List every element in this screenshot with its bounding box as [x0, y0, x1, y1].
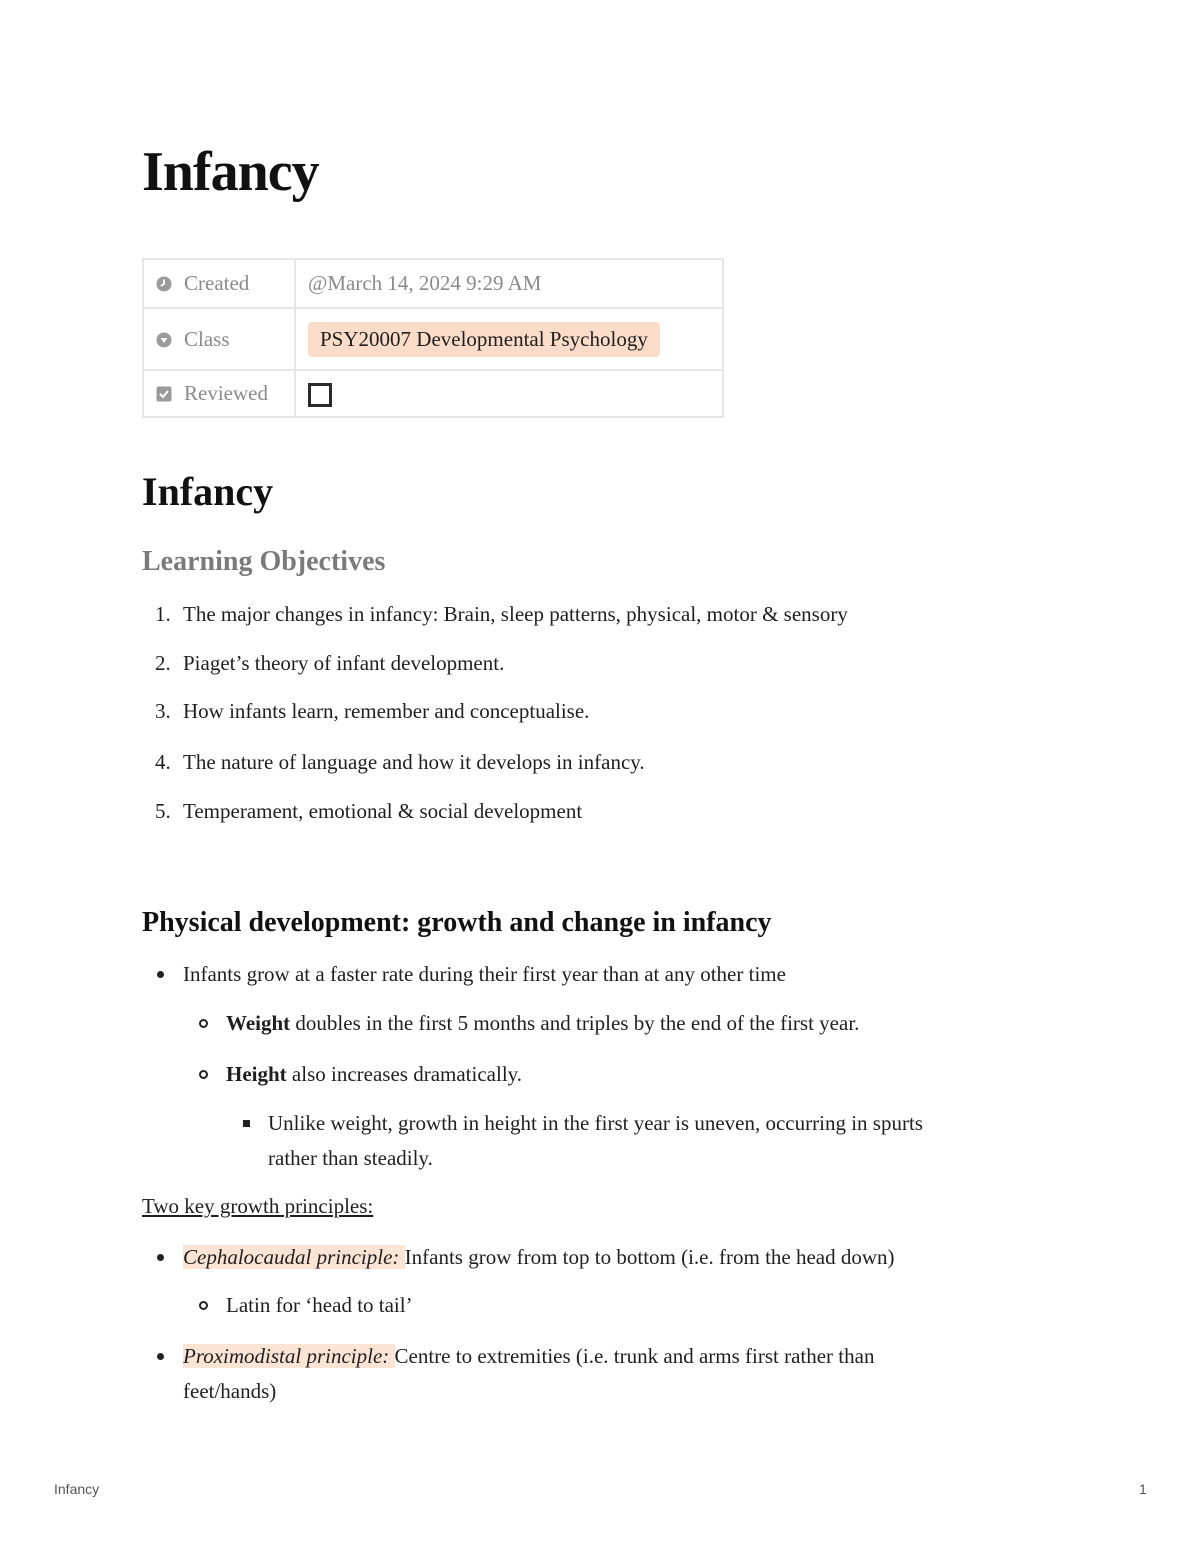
page-number: 1 [1139, 1481, 1147, 1497]
list-number: 4. [155, 750, 171, 774]
bullet-square-icon [243, 1120, 250, 1127]
page-title: Infancy [142, 141, 319, 203]
property-name-created: Created [184, 271, 250, 295]
class-tag[interactable]: PSY20007 Developmental Psychology [308, 322, 660, 357]
list-item: Piaget’s theory of infant development. [183, 651, 505, 675]
heading-infancy: Infancy [142, 469, 274, 514]
property-row-reviewed [143, 370, 723, 417]
bullet-circle-icon [199, 1070, 208, 1079]
list-number: 5. [155, 799, 171, 823]
select-icon [156, 332, 172, 348]
clock-icon [156, 276, 172, 292]
cephalocaudal-term: Cephalocaudal principle: [183, 1245, 405, 1269]
list-item-continuation: feet/hands) [183, 1379, 277, 1403]
list-item: Infants grow at a faster rate during their first year than at any other time [183, 962, 786, 986]
properties-table [142, 258, 724, 418]
property-row-class [143, 308, 723, 370]
weight-text: doubles in the first 5 months and triples by the end of the first year. [290, 1011, 860, 1035]
height-text: also increases dramatically. [286, 1062, 523, 1086]
cephalocaudal-text: Infants grow from top to bottom (i.e. from the head down) [404, 1245, 895, 1269]
property-name-reviewed: Reviewed [184, 381, 268, 405]
weight-term: Weight [226, 1011, 291, 1035]
learning-objectives-heading: Learning Objectives [142, 546, 386, 577]
checkbox-icon [156, 386, 172, 402]
list-item-proximodistal [183, 1339, 874, 1374]
list-item: Unlike weight, growth in height in the first year is uneven, occurring in spurts [268, 1111, 923, 1135]
list-item-height [226, 1057, 522, 1092]
reviewed-checkbox[interactable] [308, 383, 332, 407]
height-term: Height [226, 1062, 287, 1086]
list-item: The nature of language and how it develops in infancy. [183, 750, 645, 774]
bullet-disc-icon [157, 1254, 164, 1261]
growth-principles-label: Two key growth principles: [142, 1194, 374, 1218]
bullet-disc-icon [157, 971, 164, 978]
bullet-circle-icon [199, 1019, 208, 1028]
list-item-continuation: rather than steadily. [268, 1146, 433, 1170]
list-number: 3. [155, 699, 171, 723]
list-number: 2. [155, 651, 171, 675]
list-item-cephalocaudal [183, 1240, 895, 1275]
proximodistal-text: Centre to extremities (i.e. trunk and arms first rather than [394, 1344, 875, 1368]
property-name-class: Class [184, 326, 230, 351]
bullet-circle-icon [199, 1301, 208, 1310]
bullet-disc-icon [157, 1353, 164, 1360]
physical-development-heading: Physical development: growth and change in infancy [142, 907, 772, 938]
property-row-created [143, 259, 723, 308]
proximodistal-term: Proximodistal principle: [183, 1344, 395, 1368]
list-number: 1. [155, 602, 171, 626]
list-item: Latin for ‘head to tail’ [226, 1293, 413, 1317]
list-item: The major changes in infancy: Brain, sleep patterns, physical, motor & sensory [183, 602, 848, 626]
list-item-weight [226, 1006, 859, 1041]
list-item: How infants learn, remember and conceptualise. [183, 699, 590, 723]
list-item: Temperament, emotional & social development [183, 799, 583, 823]
footer-title: Infancy [54, 1481, 100, 1497]
created-value[interactable]: @March 14, 2024 9:29 AM [295, 259, 723, 308]
